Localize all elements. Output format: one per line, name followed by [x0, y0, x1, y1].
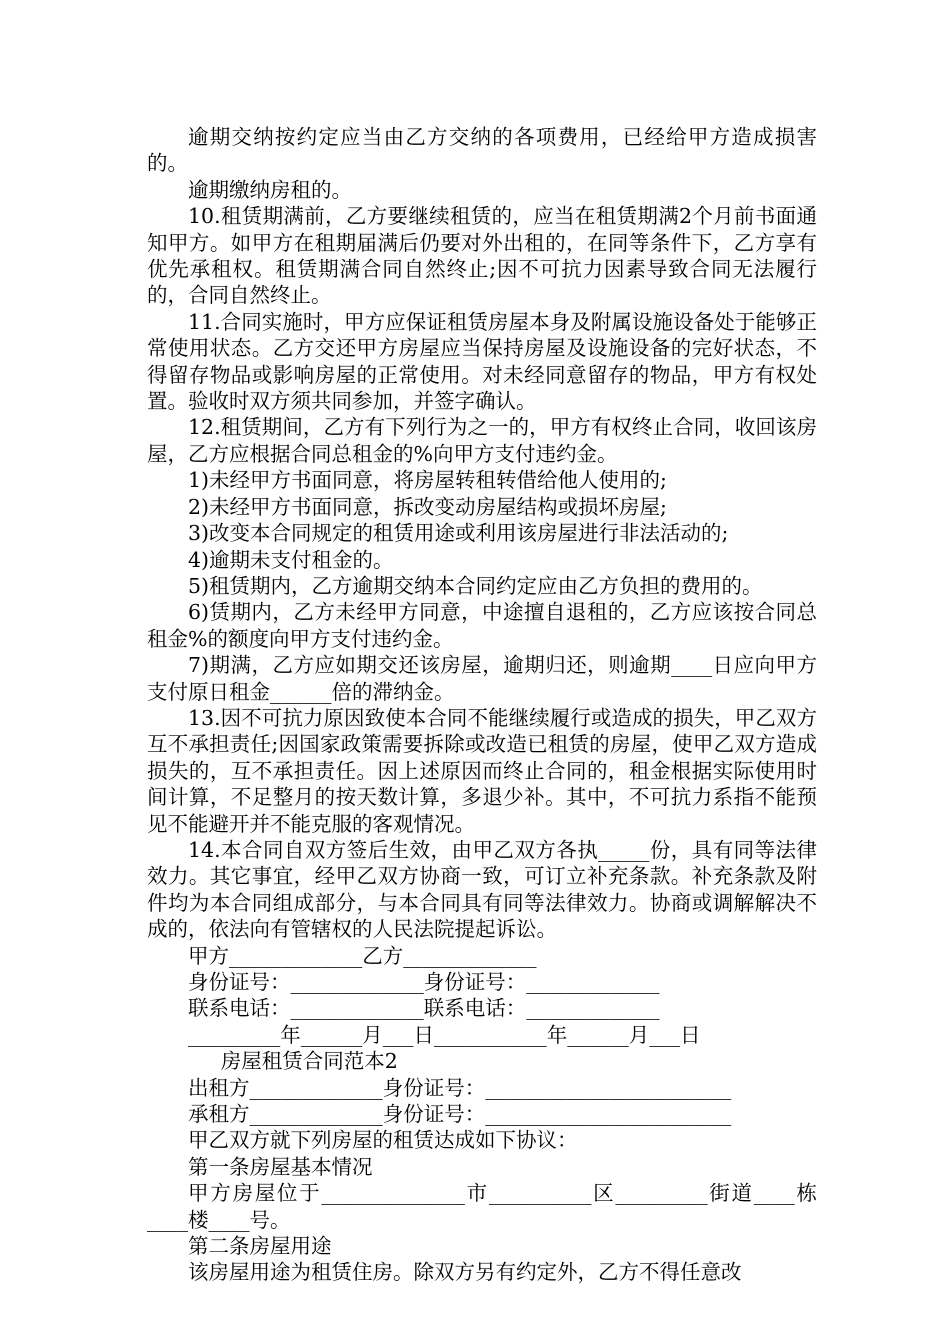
- signature-parties-line: 甲方_____________乙方_____________: [188, 943, 537, 968]
- clause-12: 12.租赁期间，乙方有下列行为之一的，甲方有权终止合同，收回该房屋，乙方应根据合同总租金的%向甲方支付违约金。: [147, 415, 817, 466]
- lessor-line: 出租方_____________身份证号：________________________: [188, 1075, 732, 1100]
- clause-12-item-1: 1)未经甲方书面同意，将房屋转租转借给他人使用的;: [188, 468, 667, 493]
- paragraph-overdue-rent: 逾期缴纳房租的。: [188, 177, 352, 202]
- article-2-body: 该房屋用途为租赁住房。除双方另有约定外，乙方不得任意改: [188, 1260, 742, 1285]
- signature-phone-line: 联系电话：_____________联系电话：_____________: [188, 996, 660, 1021]
- clause-14: 14.本合同自双方签后生效，由甲乙双方各执_____份，具有同等法律效力。其它事宜，经甲乙双方协商一致，可订立补充条款。补充条款及附件均为本合同组成部分，与本合同具有同等法律效力。协商或调解解决不成的，依法向有管辖权的人民法院提起诉讼。: [147, 837, 817, 942]
- signature-date-line: _________年______月___日___________年______月___日: [188, 1022, 701, 1047]
- contract-template-title: 房屋租赁合同范本2: [220, 1049, 398, 1074]
- document-page: [147, 124, 817, 1286]
- lessee-line: 承租方_____________身份证号：________________________: [188, 1102, 732, 1127]
- article-2-heading: 第二条房屋用途: [188, 1234, 332, 1259]
- clause-12-item-3: 3)改变本合同规定的租赁用途或利用该房屋进行非法活动的;: [188, 521, 729, 546]
- article-1-heading: 第一条房屋基本情况: [188, 1154, 373, 1179]
- clause-12-item-4: 4)逾期未支付租金的。: [188, 547, 394, 572]
- signature-id-line: 身份证号：_____________身份证号：_____________: [188, 970, 660, 994]
- clause-10: 10.租赁期满前，乙方要继续租赁的，应当在租赁期满2个月前书面通知甲方。如甲方在租期届满后仍要对外出租的，在同等条件下，乙方享有优先承租权。租赁期满合同自然终止;因不可抗力因素导致合同无法履行的，合同自然终止。: [147, 204, 817, 308]
- clause-12-item-5: 5)租赁期内，乙方逾期交纳本合同约定应由乙方负担的费用的。: [188, 573, 763, 598]
- clause-11: 11.合同实施时，甲方应保证租赁房屋本身及附属设施设备处于能够正常使用状态。乙方交还甲方房屋应当保持房屋及设施设备的完好状态，不得留存物品或影响房屋的正常使用。对未经同意留存的物品，甲方有权处置。验收时双方须共同参加，并签字确认。: [147, 309, 817, 414]
- clause-12-item-7: 7)期满，乙方应如期交还该房屋，逾期归还，则逾期____日应向甲方支付原日租金______倍的滞纳金。: [147, 653, 817, 704]
- article-1-location: 甲方房屋位于______________市__________区_________街道____栋____楼____号。: [147, 1181, 817, 1232]
- clause-12-item-6: 6)赁期内，乙方未经甲方同意，中途擅自退租的，乙方应该按合同总租金%的额度向甲方支付违约金。: [147, 600, 817, 651]
- paragraph-overdue-fees: 逾期交纳按约定应当由乙方交纳的各项费用，已经给甲方造成损害的。: [147, 125, 817, 176]
- clause-13: 13.因不可抗力原因致使本合同不能继续履行或造成的损失，甲乙双方互不承担责任;因国家政策需要拆除或改造已租赁的房屋，使甲乙双方造成损失的，互不承担责任。因上述原因而终止合同的，租金根据实际使用时间计算，不足整月的按天数计算，多退少补。其中，不可抗力系指不能预见不能避开并不能克服的客观情况。: [147, 705, 817, 836]
- agreement-intro: 甲乙双方就下列房屋的租赁达成如下协议：: [188, 1128, 578, 1153]
- clause-12-item-2: 2)未经甲方书面同意，拆改变动房屋结构或损坏房屋;: [188, 494, 667, 519]
